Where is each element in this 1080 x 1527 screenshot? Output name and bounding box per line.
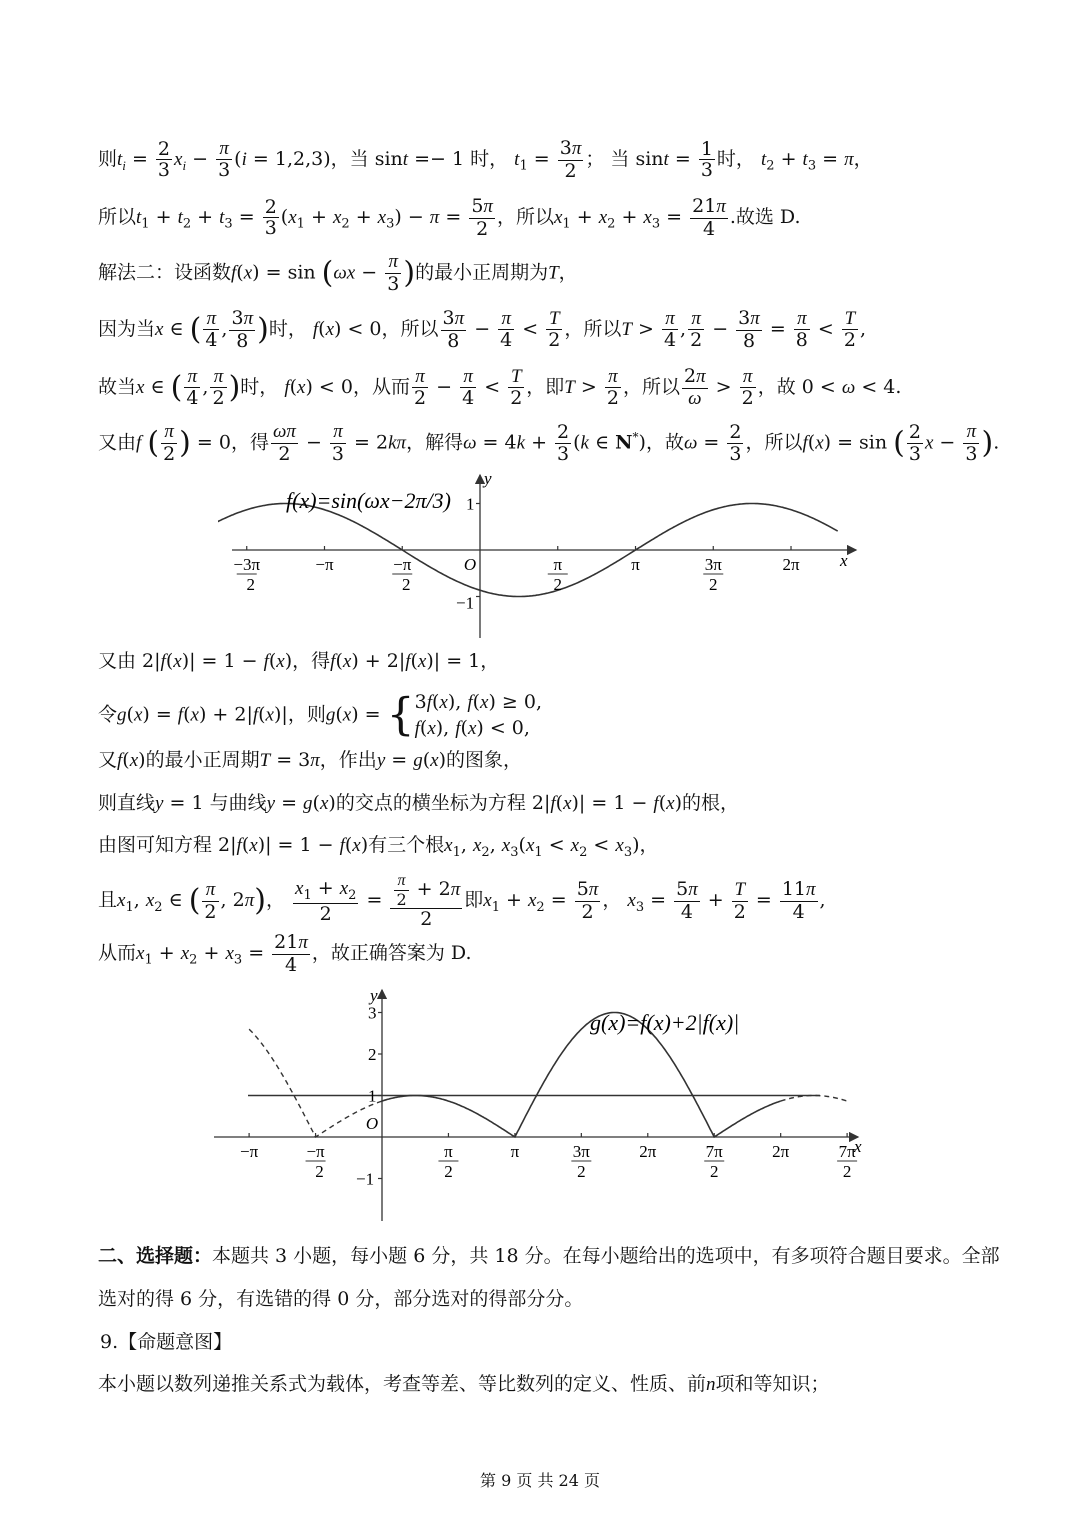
x-tick-label: 2π [782, 555, 800, 574]
solution-line-3: 解法二：设函数f(x) = sin (ωx − $\frac{\pi}{3}$ )的最小正周期为T， [98, 251, 578, 295]
x-tick-label: 7π [705, 1142, 723, 1161]
x-tick-label-denominator: 2 [315, 1162, 324, 1181]
solution-line-6: 又由f ( $\frac{\pi}{2}$ ) = 0，得 $\frac{\omega\pi}{2}$ − $\frac{\pi}{3}$ = 2kπ，解得ω = 4k + $\frac{2}{3}$ (k ∈ N*)，故ω = $\frac{2}{3}$ ，所以f(x) = sin ( $\frac{2}{3}$ x − $\frac{\pi}{3}$ ). [98, 421, 1000, 465]
section2-line-2 [98, 1290, 583, 1309]
x-tick-label: π [631, 555, 640, 574]
solution-line-12: 且$x_1$, $x_2$ ∈ ( $\frac{\pi}{2}$ , 2π)， $\frac{x_1 + x_2}{2}$ = $\frac{\pi}{2}$ + 2π 2 即$x_1 + x_2$ = $\frac{5\pi}{2}$ ， $x_3$ = $\frac{5\pi}{4}$ + $\frac{T}{2}$ = $\frac{11\pi}{4}$ , [98, 872, 826, 931]
x-tick-label-denominator: 2 [444, 1162, 453, 1181]
x-tick-label-denominator: 2 [553, 575, 563, 594]
g-curve-dashed-left [249, 1029, 382, 1137]
x-tick-label-denominator: 2 [401, 575, 411, 594]
solution-line-2: 所以$t_1 + t_2 + t_3$ = $\frac{2}{3}$ $(x_1 + x_2 + x_3) - \pi$ = $\frac{5\pi}{2}$ ，所以$x_1 + x_2 + x_3$ = $\frac{21\pi}{4}$ .故选 D. [98, 195, 801, 240]
section2-line-1 [98, 1247, 1000, 1266]
q9-text: 本小题以数列递推关系式为载体，考查等差、等比数列的定义、性质、前n项和等知识； [98, 1373, 830, 1395]
f-annotation: f(x)=sin(ωx−2π/3) [286, 488, 451, 513]
solution-line-7: 又由 2|f(x)| = 1 − f(x)，得f(x) + 2|f(x)| = 1， [98, 650, 500, 672]
x-tick-label: −π [240, 1142, 259, 1161]
axis-label-y: y [370, 986, 378, 1005]
x-tick-label: π [553, 555, 563, 574]
origin-label: O [463, 555, 477, 574]
q9-title: 9.【命题意图】 [100, 1331, 233, 1353]
solution-line-13: 从而$x_1 + x_2 + x_3$ = $\frac{21\pi}{4}$ ，故正确答案为 D. [98, 931, 472, 976]
y-tick-label: 2 [368, 1045, 377, 1064]
solution-line-4: 因为当x ∈ ( $\frac{\pi}{4}$ , $\frac{3\pi}{8}$ )时， f(x) < 0，所以 $\frac{3\pi}{8}$ − $\frac{\pi}{4}$ < $\frac{T}{2}$ ，所以T > $\frac{\pi}{4}$ , $\frac{\pi}{2}$ − $\frac{3\pi}{8}$ = $\frac{\pi}{8}$ < $\frac{T}{2}$ , [98, 307, 867, 352]
x-tick-label-denominator: 2 [246, 575, 255, 594]
solution-line-11: 由图可知方程 2|f(x)| = 1 − f(x)有三个根$x_1$, $x_2$, $x_3(x_1 < x_2 < x_3)$， [98, 834, 659, 860]
section2-heading: 二、选择题： [98, 1245, 213, 1267]
section2-text-2: 选对的得 6 分，有选错的得 0 分，部分选对的得部分分。 [98, 1288, 584, 1310]
axis-label-x: x [840, 551, 848, 570]
x-tick-label: −π [393, 555, 412, 574]
x-tick-label: π [444, 1142, 453, 1161]
solution-line-5: 故当x ∈ ( $\frac{\pi}{4}$ , $\frac{\pi}{2}$ )时， f(x) < 0，从而 $\frac{\pi}{2}$ − $\frac{\pi}{4}$ < $\frac{T}{2}$ ，即T > $\frac{\pi}{2}$ ，所以 $\frac{2\pi}{\omega}$ > $\frac{\pi}{2}$ ，故 0 < ω < 4. [98, 365, 902, 410]
axis-label-x: x [854, 1137, 862, 1156]
solution-line-9: 又f(x)的最小正周期T = 3π，作出y = g(x)的图象， [98, 749, 523, 771]
chart-f-sine [218, 470, 868, 645]
x-tick-label: −π [306, 1142, 325, 1161]
page-footer: 第 9 页 共 24 页 [480, 1471, 600, 1490]
x-tick-label-denominator: 2 [842, 1162, 852, 1181]
y-tick-label: −1 [356, 1169, 375, 1189]
section2-text-1: 本题共 3 小题，每小题 6 分，共 18 分。在每小题给出的选项中，有多项符合题目要求。全部 [212, 1245, 1000, 1267]
x-tick-label: 2π [772, 1142, 790, 1161]
y-tick-label: 3 [368, 1003, 377, 1023]
y-tick-label: −1 [456, 593, 475, 613]
x-tick-label: −3π [233, 555, 261, 574]
chart-g [208, 985, 868, 1225]
y-tick-label: 1 [368, 1086, 377, 1106]
x-tick-label: 7π [838, 1142, 856, 1161]
x-tick-label-denominator: 2 [577, 1162, 586, 1181]
y-tick-label: 1 [466, 494, 475, 514]
x-tick-label: 2π [639, 1142, 657, 1161]
x-tick-label: −π [315, 555, 334, 574]
x-tick-label-denominator: 2 [709, 1162, 719, 1181]
origin-label: O [365, 1114, 379, 1133]
x-tick-label-denominator: 2 [709, 575, 718, 594]
x-tick-label: 3π [572, 1142, 590, 1161]
axis-label-y: y [484, 470, 492, 488]
solution-line-1: 则$t_i$ = $\frac{2}{3}$ $x_i$ − $\frac{\pi}{3}$ (i = 1,2,3)，当 sint =− 1 时， $t_1$ = $\frac{3\pi}{2}$ ； 当 sint = $\frac{1}{3}$ 时， $t_2 + t_3 = \pi$， [98, 137, 873, 182]
x-tick-label: 3π [704, 555, 722, 574]
solution-line-10: 则直线y = 1 与曲线y = g(x)的交点的横坐标为方程 2|f(x)| = 1 − f(x)的根， [98, 792, 739, 814]
g-curve-dashed-right [781, 1096, 847, 1102]
solution-line-8: 令g(x) = f(x) + 2|f(x)|，则g(x) = {3f(x), f(x) ≥ 0, f(x), f(x) < 0, [98, 689, 543, 741]
text: 则 [98, 147, 118, 170]
g-annotation: g(x)=f(x)+2|f(x)| [590, 1010, 740, 1035]
x-tick-label: π [510, 1142, 520, 1161]
